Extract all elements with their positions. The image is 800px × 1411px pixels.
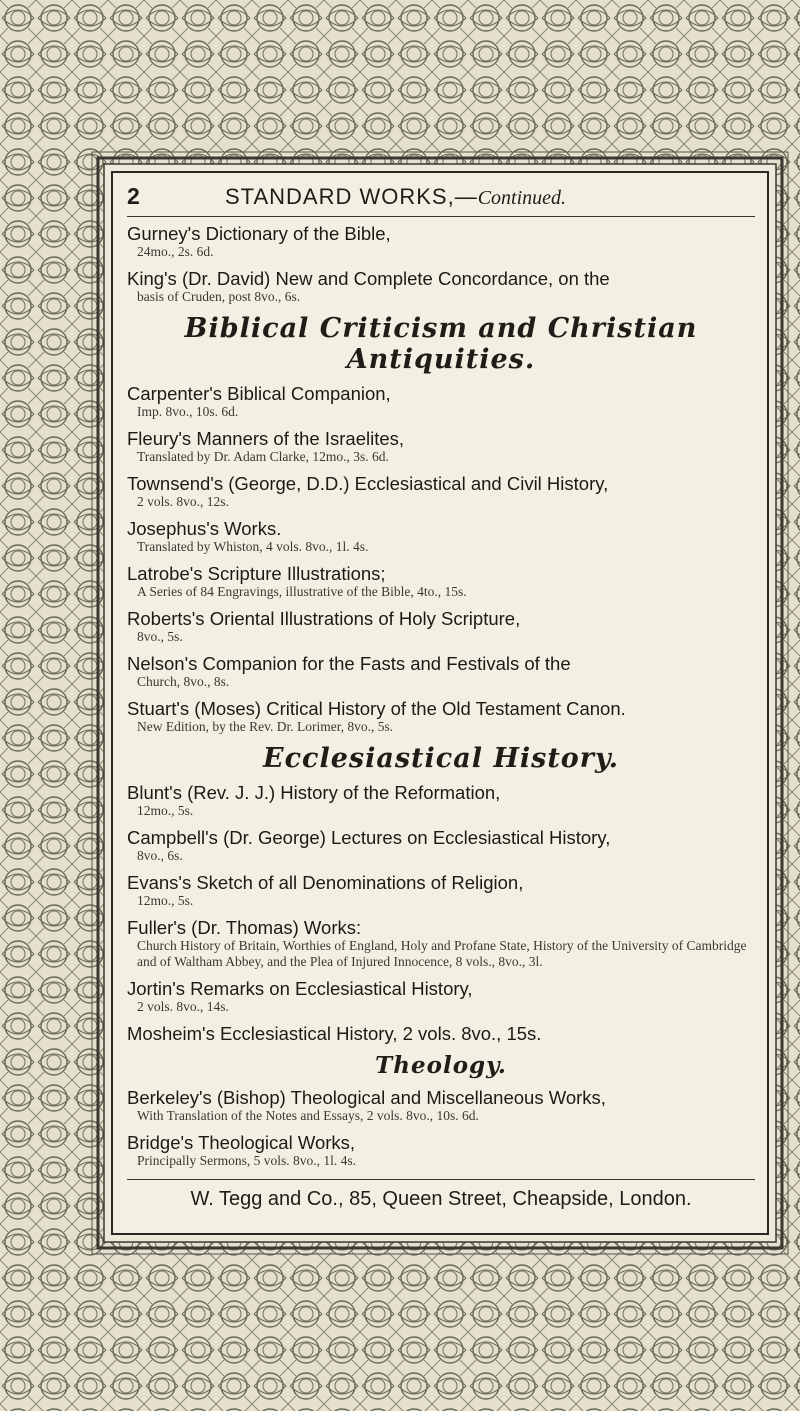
book-detail: Translated by Whiston, 4 vols. 8vo., 1l. 4s. <box>137 539 369 554</box>
book-detail: basis of Cruden, post 8vo., 6s. <box>137 289 301 304</box>
book-title: Mosheim's Ecclesiastical History, 2 vols. 8vo., 15s. <box>127 1023 542 1044</box>
book-title: Jortin's Remarks on Ecclesiastical History, <box>127 978 473 999</box>
book-entry <box>127 1087 755 1124</box>
catalogue-page <box>111 171 769 1235</box>
book-title: Latrobe's Scripture Illustrations; <box>127 563 386 584</box>
book-title: Blunt's (Rev. J. J.) History of the Reformation, <box>127 782 501 803</box>
book-detail: New Edition, by the Rev. Dr. Lorimer, 8vo., 5s. <box>137 719 394 734</box>
book-detail: 8vo., 5s. <box>137 629 183 644</box>
book-title: Stuart's (Moses) Critical History of the Old Testament Canon. <box>127 698 626 719</box>
book-entry <box>127 473 755 510</box>
book-title: Carpenter's Biblical Companion, <box>127 383 391 404</box>
publisher-imprint: W. Tegg and Co., 85, Queen Street, Cheapside, London. <box>127 1179 755 1211</box>
book-title: Bridge's Theological Works, <box>127 1132 356 1153</box>
book-detail: Church, 8vo., 8s. <box>137 674 230 689</box>
book-entry <box>127 872 755 909</box>
book-entry <box>127 917 755 970</box>
continued-label: Continued. <box>477 187 567 209</box>
book-detail: 2 vols. 8vo., 14s. <box>137 999 229 1014</box>
book-title: Nelson's Companion for the Fasts and Festivals of the <box>127 653 571 674</box>
book-detail: Church History of Britain, Worthies of England, Holy and Profane State, History of the University of Cambridge and of Waltham Abbey, and the Plea of Injured Innocence, 8 vols., 8vo., 3l. <box>137 938 747 969</box>
book-detail: 24mo., 2s. 6d. <box>137 244 214 259</box>
book-title: Evans's Sketch of all Denominations of Religion, <box>127 872 524 893</box>
book-entry <box>127 782 755 819</box>
book-detail: Translated by Dr. Adam Clarke, 12mo., 3s. 6d. <box>137 449 389 464</box>
book-detail: A Series of 84 Engravings, illustrative of the Bible, 4to., 15s. <box>137 584 467 599</box>
section-heading-theology: Theology. <box>375 1052 507 1079</box>
book-title: Gurney's Dictionary of the Bible, <box>127 223 391 244</box>
book-entry <box>127 563 755 600</box>
book-entry <box>127 268 755 305</box>
page-number: 2 <box>127 183 140 209</box>
book-title: Fleury's Manners of the Israelites, <box>127 428 405 449</box>
book-entry <box>127 518 755 555</box>
book-title: Josephus's Works. <box>127 518 282 539</box>
book-title: Campbell's (Dr. George) Lectures on Ecclesiastical History, <box>127 827 611 848</box>
book-title: Berkeley's (Bishop) Theological and Miscellaneous Works, <box>127 1087 606 1108</box>
book-title: Townsend's (George, D.D.) Ecclesiastical and Civil History, <box>127 473 609 494</box>
book-detail: 12mo., 5s. <box>137 803 194 818</box>
book-entry <box>127 653 755 690</box>
book-detail: 8vo., 6s. <box>137 848 183 863</box>
book-entry <box>127 428 755 465</box>
book-entry <box>127 1132 755 1169</box>
book-detail: Imp. 8vo., 10s. 6d. <box>137 404 239 419</box>
page-header <box>127 183 755 217</box>
section-heading-ecclesiastical-history: Ecclesiastical History. <box>262 743 620 774</box>
book-title: Roberts's Oriental Illustrations of Holy Scripture, <box>127 608 521 629</box>
book-entry <box>127 608 755 645</box>
book-detail: 2 vols. 8vo., 12s. <box>137 494 229 509</box>
section-heading-biblical-criticism: Biblical Criticism and Christian Antiquities. <box>184 313 698 375</box>
running-title <box>225 184 566 210</box>
book-title: King's (Dr. David) New and Complete Concordance, on the <box>127 268 610 289</box>
book-entry <box>127 1023 755 1044</box>
book-detail: 12mo., 5s. <box>137 893 194 908</box>
book-entry <box>127 223 755 260</box>
book-entry <box>127 978 755 1015</box>
book-entry <box>127 698 755 735</box>
book-detail: With Translation of the Notes and Essays, 2 vols. 8vo., 10s. 6d. <box>137 1108 479 1123</box>
book-entry <box>127 383 755 420</box>
book-detail: Principally Sermons, 5 vols. 8vo., 1l. 4s. <box>137 1153 356 1168</box>
running-title-text: STANDARD WORKS,— <box>225 184 478 209</box>
book-title: Fuller's (Dr. Thomas) Works: <box>127 917 362 938</box>
book-entry <box>127 827 755 864</box>
